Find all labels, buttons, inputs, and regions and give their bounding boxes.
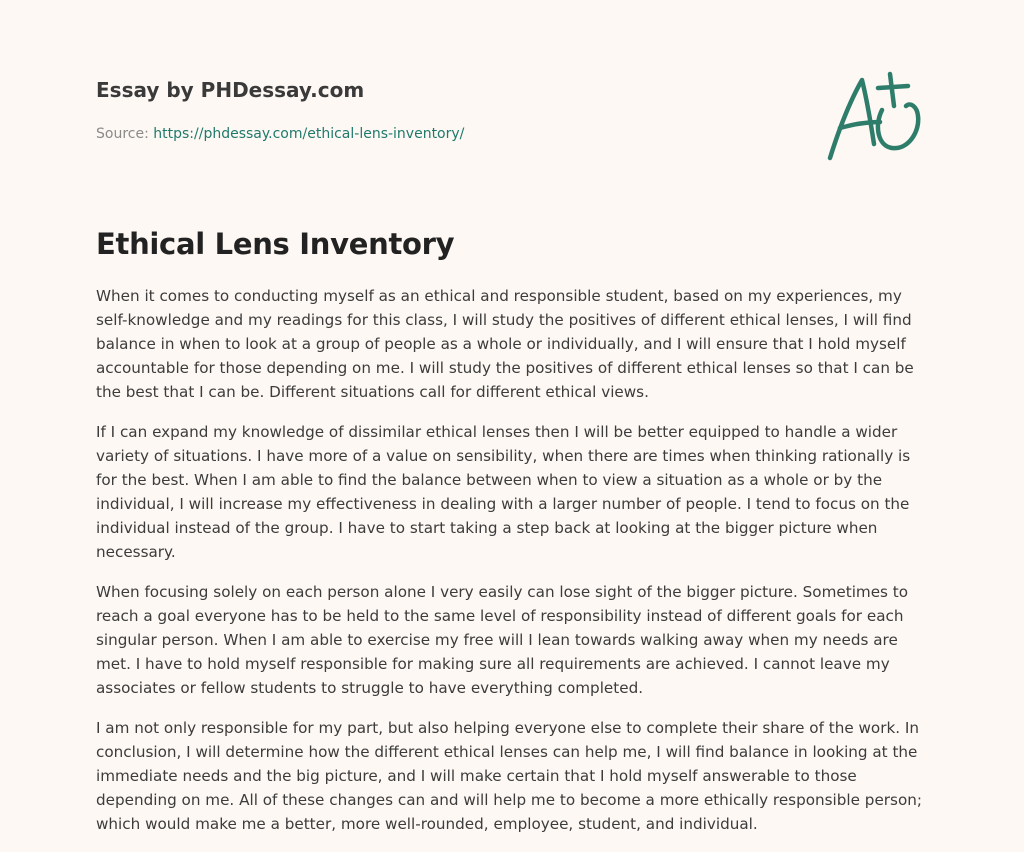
essay-paragraph: If I can expand my knowledge of dissimilar ethical lenses then I will be better equipped to handle a wider variety of situations. I have more of a value on sensibility, when there are times when thinking rationally is for the best. When I am able to find the balance between when to view a situation as a whole or by the individual, I will increase my effectiveness in dealing with a larger number of people. I tend to focus on the individual instead of the group. I have to start taking a step back at looking at the bigger picture when necessary. — [96, 423, 911, 561]
essay-paragraph: When it comes to conducting myself as an ethical and responsible student, based on my experiences, my self-knowledge and my readings for this class, I will study the positives of different ethical lenses, I will find balance in when to look at a group of people as a whole or individually, and I will ensure that I hold myself accountable for those depending on me. I will study the positives of different ethical lenses so that I can be the best that I can be. Different situations call for different ethical views. — [96, 287, 914, 401]
source-line — [96, 124, 736, 144]
essay-paragraph: When focusing solely on each person alone I very easily can lose sight of the bigger picture. Sometimes to reach a goal everyone has to be held to the same level of responsibility instead of different goals for each singular person. When I am able to exercise my free will I lean towards walking away when my needs are met. I have to hold myself responsible for making sure all requirements are achieved. I cannot leave my associates or fellow students to struggle to have everything completed. — [96, 583, 909, 697]
source-link[interactable]: https://phdessay.com/ethical-lens-inventory/ — [153, 126, 465, 142]
a-plus-logo-icon — [820, 66, 930, 166]
essay-header — [96, 76, 736, 144]
essay-paragraph: I am not only responsible for my part, but also helping everyone else to complete their share of the work. In conclusion, I will determine how the different ethical lenses can help me, I will find balance in looking at the immediate needs and the big picture, and I will make certain that I hold myself answerable to those depending on me. All of these changes can and will help me to become a more ethically responsible person; which would make me a better, more well-rounded, employee, student, and individual. — [96, 719, 922, 833]
essay-title: Ethical Lens Inventory — [96, 227, 455, 261]
site-title: Essay by PHDessay.com — [96, 78, 365, 102]
source-label: Source: — [96, 126, 149, 142]
essay-body — [96, 284, 932, 852]
